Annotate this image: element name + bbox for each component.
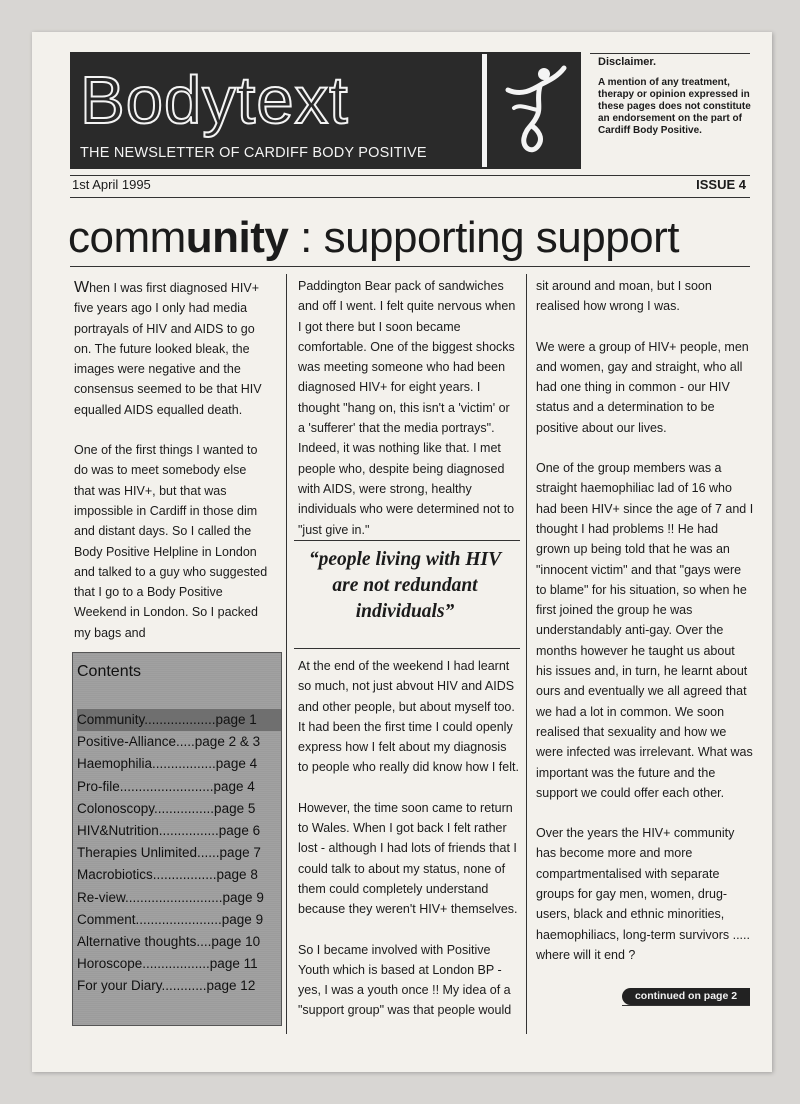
contents-item[interactable]: Community...................page 1 [77,709,281,731]
article-paragraph: One of the first things I wanted to do was to meet somebody else that was HIV+, but that was impossible in Cardiff in those dim and distant days. So I called the Body Positive Helpline in London and talked to a guy who suggested that I go to a Body Positive Weekend in London. So I packed my bags and [74,443,268,640]
article-paragraph: However, the time soon came to return to Wales. When I got back I felt rather lost - although I had lots of friends that I could talk to about my status, none of them could completely understand because they weren't HIV+ themselves. [298,800,518,917]
contents-item[interactable]: Colonoscopy................page 5 [77,800,256,816]
contents-item[interactable]: Comment.......................page 9 [77,911,264,927]
disclaimer-heading: Disclaimer. [598,56,657,68]
contents-item[interactable]: Haemophilia.................page 4 [77,756,258,772]
dancing-figure-logo-icon [502,60,570,160]
article-column-2 [298,276,520,560]
contents-item[interactable]: Horoscope..................page 11 [77,956,258,972]
column-divider-2 [526,274,527,1034]
article-column-1 [74,278,270,663]
contents-item[interactable]: Alternative thoughts....page 10 [77,933,261,949]
contents-heading: Contents [77,663,142,680]
article-paragraph: Paddington Bear pack of sandwiches and off I went. I felt quite nervous when I got there but I soon became comfortable. One of the biggest shocks was meeting someone who had been diagnosed HIV+ for eight years. I thought "hang on, this isn't a 'victim' or a 'sufferer' that the media portrays". Indeed, it was nothing like that. I met people who, despite being diagnosed with AIDS, were strong, healthy individuals who were determined not to "just give in." [298,279,516,537]
contents-item[interactable]: For your Diary............page 12 [77,978,256,994]
pull-quote: “people living with HIV are not redundant individuals” [308,549,502,622]
masthead-title: Bodytext [80,63,349,138]
issue-date: 1st April 1995 [72,177,151,192]
column-divider-1 [286,274,287,1034]
article-paragraph [74,278,270,420]
disclaimer [598,56,758,137]
contents-list [77,709,281,997]
issue-bar [70,175,750,195]
drop-cap: W [74,279,90,296]
masthead-divider [482,54,487,167]
pull-quote-bottom-rule [294,648,520,649]
contents-item[interactable]: Macrobiotics.................page 8 [77,867,258,883]
article-paragraph: sit around and moan, but I soon realised how wrong I was. [536,279,712,314]
pull-quote-top-rule [294,540,520,541]
article-paragraph: One of the group members was a straight haemophiliac lad of 16 who had been HIV+ since the age of 7 and I thought I had problems !! He had grown up being told that he was an "innocent victim" and that "gays were to blame" for his situation, so when he first joined the group he was understandably anti-gay. Over the months however he taught us about his issues and, in turn, he learnt about ours and eventually we all agreed that we had a lot in common. We soon realised that sexuality and how we were infected was irrelevant. What was important was the future and the support we could offer each other. [536,461,754,800]
article-paragraph: So I became involved with Positive Youth which is based at London BP - yes, I was a youth once !! My idea of a "support group" was that people would [298,942,512,1018]
masthead-subtitle: THE NEWSLETTER OF CARDIFF BODY POSITIVE [80,145,427,161]
headline-rule [70,266,750,267]
disclaimer-text: A mention of any treatment, therapy or opinion expressed in these pages does not constitute an endorsement on the part of Cardiff Body Positive. [598,77,751,136]
continued-on-page-link[interactable]: continued on page 2 [622,988,750,1005]
contents-item[interactable]: Positive-Alliance.....page 2 & 3 [77,734,261,750]
article-paragraph: We were a group of HIV+ people, men and women, gay and straight, who all had one thing in common - our HIV status and a determination to be positive about our lives. [536,339,749,435]
headline-part-3: : supporting support [288,213,680,262]
article-column-2-continued [298,656,520,1041]
article-paragraph: Over the years the HIV+ community has become more and more compartmentalised with separate groups for gay men, women, drug-users, black and ethnic minorities, haemophiliacs, long-term survivors ..... where will it end ? [536,826,750,962]
date-bar-bottom-rule [70,197,750,198]
disclaimer-top-rule [590,53,750,54]
newsletter-page [32,32,772,1072]
issue-number: ISSUE 4 [696,177,746,192]
contents-item[interactable]: Therapies Unlimited......page 7 [77,845,261,861]
contents-item[interactable]: Pro-file.........................page 4 [77,778,255,794]
contents-item[interactable]: HIV&Nutrition................page 6 [77,822,261,838]
continued-rule [622,1005,750,1006]
article-paragraph: At the end of the weekend I had learnt so much, not just abvout HIV and AIDS and other people, but about myself too. It had been the first time I could openly express how I felt about my diagnosis to people who really did know how I felt. [298,659,519,775]
page-headline [68,212,748,264]
article-column-3 [536,276,754,985]
headline-part-2-bold: unity [185,213,289,262]
headline-part-1: comm [68,213,186,262]
contents-item[interactable]: Re-view..........................page 9 [77,889,264,905]
masthead [70,52,581,169]
contents-box [72,652,282,1026]
paragraph-text: hen I was first diagnosed HIV+ five years ago I only had media portrayals of HIV and AIDS to go on. The future looked bleak, the images were negative and the consensus seemed to be that HIV equalled AIDS equalled death. [74,281,262,417]
